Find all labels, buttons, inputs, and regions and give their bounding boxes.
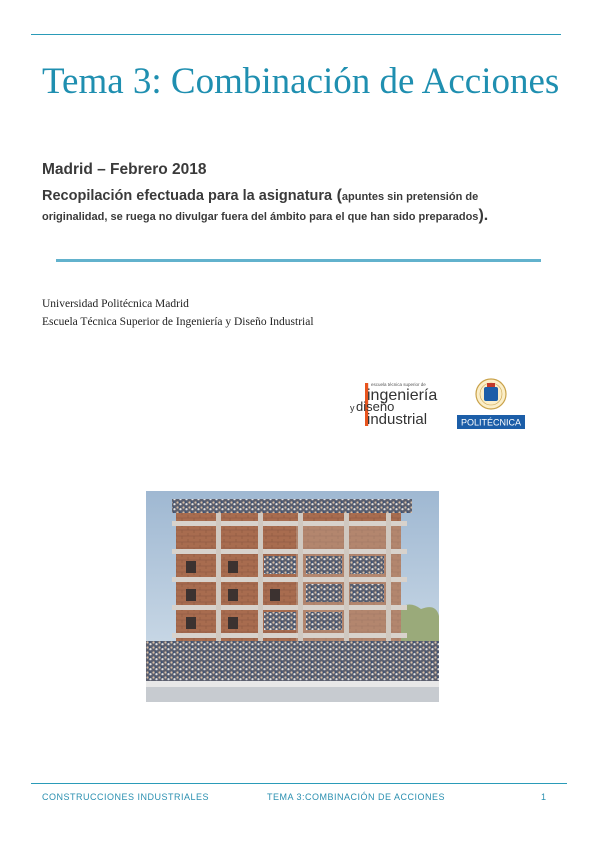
- description: [42, 186, 542, 226]
- description-note: apuntes sin pretensión de originalidad, se ruega no divulgar fuera del ámbito para el que han sido preparados: [42, 191, 479, 223]
- footer-course: CONSTRUCCIONES INDUSTRIALES: [42, 792, 210, 802]
- university-name: Universidad Politécnica Madrid: [42, 298, 189, 310]
- page-title: Tema 3: Combinación de Acciones: [42, 61, 560, 102]
- open-paren: (: [336, 187, 342, 204]
- close-paren: ).: [478, 207, 489, 224]
- logo-y: y: [350, 403, 355, 413]
- institution-block: [42, 295, 314, 331]
- upm-logo: [457, 376, 525, 430]
- upm-logo-text: POLITÉCNICA: [460, 417, 522, 428]
- top-rule: [31, 34, 561, 35]
- logo-line1: ingeniería: [367, 387, 438, 404]
- footer-topic: TEMA 3:COMBINACIÓN DE ACCIONES: [267, 792, 446, 802]
- school-name: Escuela Técnica Superior de Ingeniería y Diseño Industrial: [42, 316, 314, 328]
- description-lead: Recopilación efectuada para la asignatura: [42, 188, 333, 204]
- page-number: 1: [541, 792, 547, 802]
- date-subtitle: Madrid – Febrero 2018: [42, 161, 207, 178]
- building-photo: [146, 491, 439, 702]
- logo-line2: diseño: [356, 399, 395, 414]
- logo-small-text: escuela técnica superior de: [371, 382, 426, 387]
- logo-line3: industrial: [367, 411, 428, 428]
- footer-rule: [31, 783, 567, 784]
- etsidi-logo: [349, 378, 453, 428]
- section-rule: [56, 259, 541, 262]
